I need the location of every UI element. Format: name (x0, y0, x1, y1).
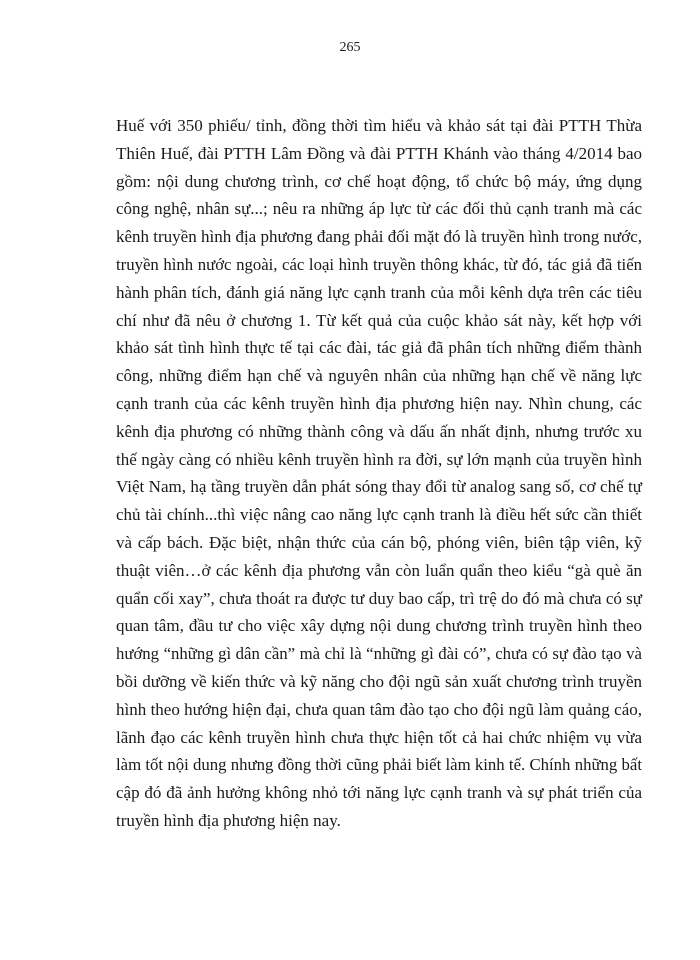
text-line: chủ tài chính...thì việc nâng cao năng lực cạnh tranh là điều hết sức cần thiết (116, 505, 642, 525)
text-line: làm tốt nội dung nhưng đồng thời cũng phải biết làm kinh tế. Chính những bất (116, 755, 642, 775)
text-line: cạnh tranh của các kênh truyền hình địa phương hiện nay. Nhìn chung, các (116, 393, 642, 413)
text-line: thế ngày càng có nhiều kênh truyền hình ra đời, sự lớn mạnh của truyền hình (116, 449, 642, 469)
body-paragraph (116, 112, 642, 835)
text-line: thuật viên…ở các kênh địa phương vẫn còn luẩn quẩn theo kiểu “gà què ăn (116, 560, 642, 580)
text-line: cập đó đã ảnh hưởng không nhỏ tới năng lực cạnh tranh và sự phát triển của (116, 783, 642, 803)
text-line: hướng “những gì dân cần” mà chỉ là “những gì đài có”, chưa có sự đào tạo và (116, 644, 642, 664)
text-line: Huế với 350 phiếu/ tỉnh, đồng thời tìm hiểu và khảo sát tại đài PTTH Thừa (116, 116, 642, 135)
text-line: công nghệ, nhân sự...; nêu ra những áp lực từ các đối thủ cạnh tranh mà các (116, 199, 642, 219)
page-number: 265 (339, 40, 361, 55)
text-line: khảo sát tình hình thực tế tại các đài, tác giả đã phân tích những điểm thành (116, 338, 642, 358)
text-line: truyền hình địa phương hiện nay. (116, 810, 341, 830)
text-line: gồm: nội dung chương trình, cơ chế hoạt động, tổ chức bộ máy, ứng dụng (116, 171, 642, 191)
text-line: lãnh đạo các kênh truyền hình chưa thực hiện tốt cả hai chức nhiệm vụ vừa (116, 727, 642, 747)
text-line: quan tâm, đầu tư cho việc xây dựng nội dung chương trình truyền hình theo (116, 616, 642, 636)
text-line: hành phân tích, đánh giá năng lực cạnh tranh của mỗi kênh dựa trên các tiêu (116, 282, 642, 302)
text-line: bồi dưỡng về kiến thức và kỹ năng cho đội ngũ sản xuất chương trình truyền (116, 671, 642, 691)
text-line: Thiên Huế, đài PTTH Lâm Đồng và đài PTTH Khánh vào tháng 4/2014 bao (116, 143, 642, 163)
text-line: Việt Nam, hạ tầng truyền dẫn phát sóng thay đổi từ analog sang số, cơ chế tự (116, 477, 642, 497)
text-line: hình theo hướng hiện đại, chưa quan tâm đào tạo cho đội ngũ làm quảng cáo, (116, 699, 642, 719)
text-line: quẩn cối xay”, chưa thoát ra được tư duy bao cấp, trì trệ do đó mà chưa có sự (116, 588, 642, 608)
text-line: công, những điểm hạn chế và nguyên nhân của những hạn chế về năng lực (116, 366, 642, 386)
text-line: và cấp bách. Đặc biệt, nhận thức của cán bộ, phóng viên, biên tập viên, kỹ (116, 532, 642, 552)
text-line: kênh truyền hình địa phương đang phải đối mặt đó là truyền hình trong nước, (116, 227, 643, 247)
text-line: truyền hình nước ngoài, các loại hình truyền thông khác, từ đó, tác giả đã tiến (116, 254, 642, 274)
text-line: chí như đã nêu ở chương 1. Từ kết quả của cuộc khảo sát này, kết hợp với (116, 310, 642, 330)
text-line: kênh địa phương có những thành công và dấu ấn nhất định, nhưng trước xu (116, 421, 642, 441)
